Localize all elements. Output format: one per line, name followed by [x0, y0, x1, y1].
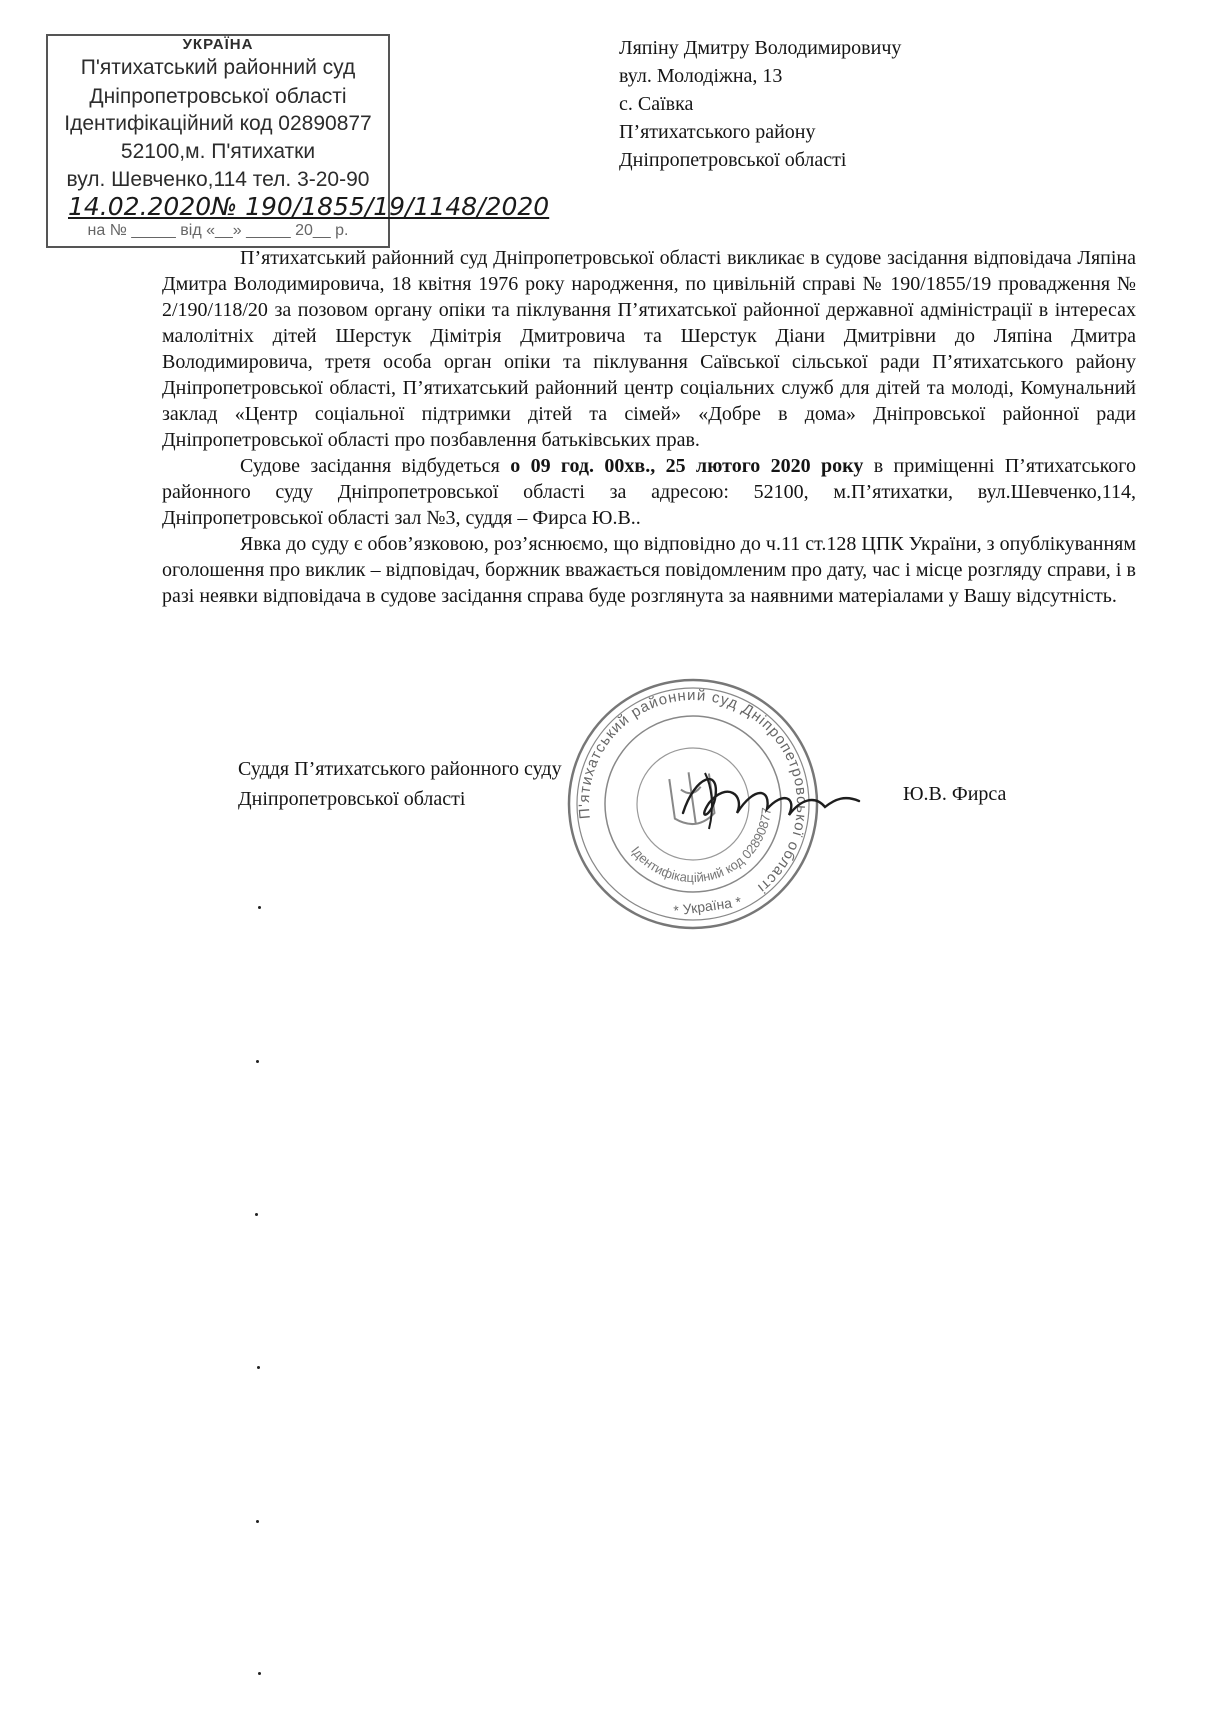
stamp-outgoing-number: 14.02.2020№ 190/1855/19/1148/2020 [68, 192, 550, 221]
hearing-place: в приміщенні П’ятихатського районного суду Дніпропетровської області за адресою: 52100, м.П’ятихатки, вул.Шевченко,114, Дніпропетровської області зал №3, суддя – Фирса Ю.В.. [162, 455, 1136, 529]
seal-outer-text: П'ятихатський районний суд Дніпропетровської області [575, 686, 811, 897]
addressee-village: с. Саївка [619, 93, 694, 115]
addressee-street: вул. Молодіжна, 13 [619, 65, 783, 87]
hearing-intro: Судове засідання відбудеться [240, 455, 511, 477]
scan-speck [256, 1060, 259, 1063]
stamp-court: П'ятихатський районний суд [80, 56, 356, 79]
paragraph-summons: П’ятихатський районний суд Дніпропетровської області викликає в судове засідання відповідача Ляпіна Дмитра Володимировича, 18 квітня 1976 року народження, по цивільній справі № 190/1855/19 провадження № 2/190/118/20 за позовом органу опіки та піклування П’ятихатської районної державної адміністрації в інтересах малолітніх дітей Шерстук Дімітрія Дмитровича та Шерстук Діани Дмитрівни до Ляпіна Дмитра Володимировича, третя особа орган опіки та піклування Саївської сільської ради П’ятихатського району Дніпропетровської області, П’ятихатський районний центр соціальних служб для дітей та молоді, Комунальний заклад «Центр соціальної підтримки дітей та сімей» «Добре в дома» Дніпровської районної ради Дніпропетровської області про позбавлення батьківських прав. [162, 247, 1136, 451]
signature-title [238, 754, 562, 814]
stamp-reply-line: на № _____ від «__» _____ 20__ р. [87, 222, 349, 239]
stamp-country: УКРАЇНА [182, 36, 254, 53]
seal-bottom-text: * Україна * [672, 893, 743, 919]
paragraph-attendance: Явка до суду є обов’язковою, роз’яснюємо, що відповідно до ч.11 ст.128 ЦПК України, з опублікуванням оголошення про виклик – відповідач, боржник вважається повідомленим про дату, час і місце розгляду справи, і в разі неявки відповідача в судове засідання справа буде розглянута за наявними матеріалами у Вашу відсутність. [162, 533, 1136, 607]
stamp-city: 52100,м. П'ятихатки [120, 140, 316, 163]
signature-title-line2: Дніпропетровської області [238, 788, 466, 810]
hearing-datetime: о 09 год. 00хв., 25 лютого 2020 року [510, 455, 864, 477]
letter-body [162, 245, 1136, 609]
addressee-block [619, 34, 1039, 174]
scan-speck [258, 1672, 261, 1675]
addressee-district: П’ятихатського району [619, 121, 816, 143]
scan-speck [257, 1366, 260, 1369]
addressee-name: Ляпіну Дмитру Володимировичу [619, 37, 902, 59]
signature-title-line1: Суддя П’ятихатського районного суду [238, 758, 562, 780]
seal-inner-text: Ідентифікаційний код 02890877 [628, 806, 774, 886]
addressee-region: Дніпропетровської області [619, 149, 847, 171]
stamp-region: Дніпропетровської області [89, 85, 347, 108]
stamp-street: вул. Шевченко,114 тел. 3-20-90 [66, 168, 370, 191]
judge-signature [675, 755, 865, 845]
scan-speck [255, 1213, 258, 1216]
judge-name: Ю.В. Фирса [903, 783, 1007, 805]
registration-stamp [46, 34, 550, 248]
scan-speck [256, 1520, 259, 1523]
paragraph-hearing [162, 453, 1136, 531]
scan-speck [258, 906, 261, 909]
stamp-id-code: Ідентифікаційний код 02890877 [64, 112, 372, 135]
